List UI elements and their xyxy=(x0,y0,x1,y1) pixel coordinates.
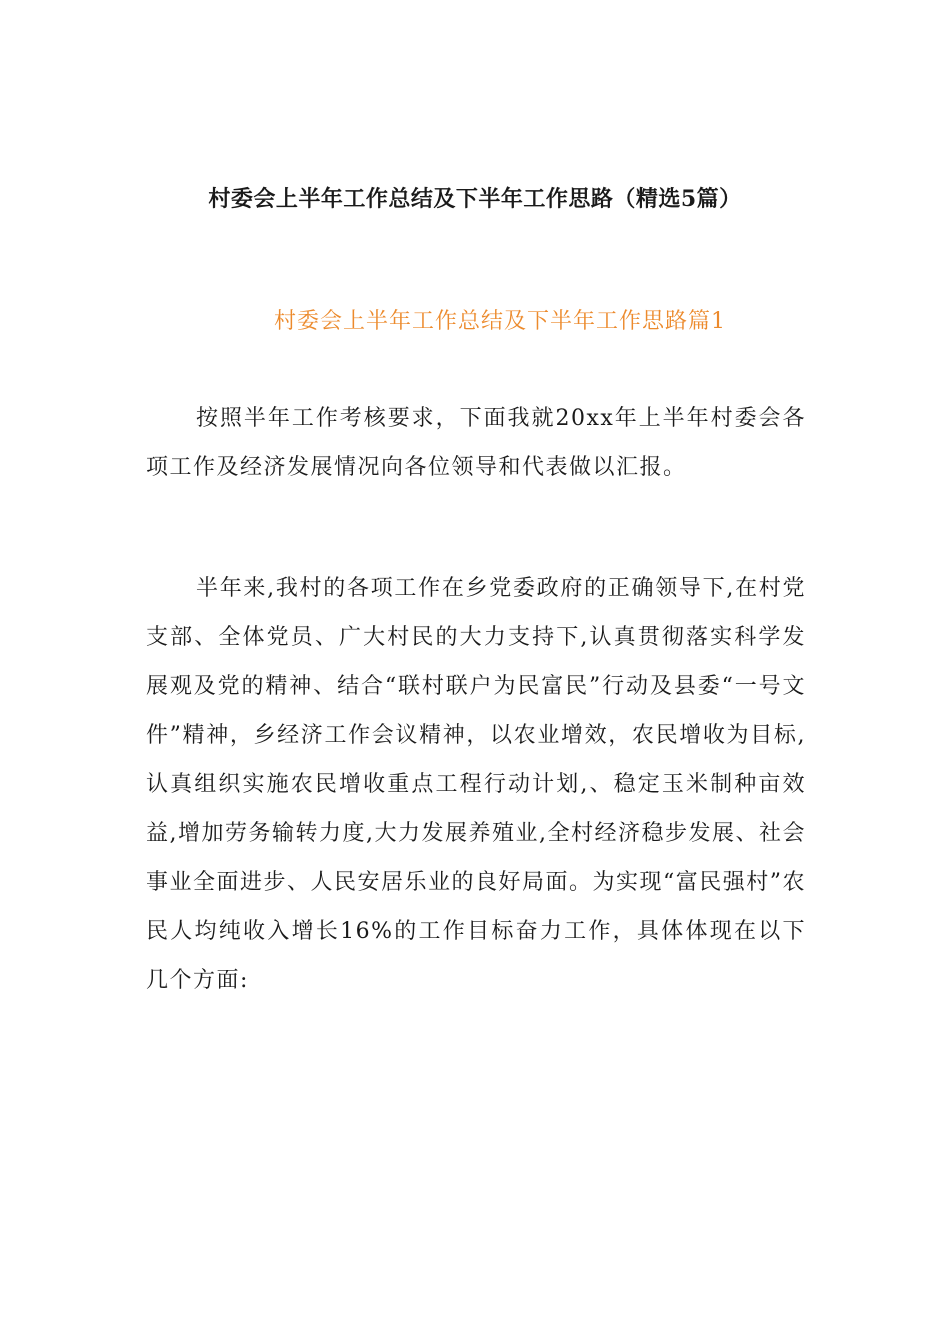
paragraph-intro: 按照半年工作考核要求，下面我就20xx年上半年村委会各项工作及经济发展情况向各位领导和代表做以汇报。 xyxy=(146,406,806,480)
section-heading: 村委会上半年工作总结及下半年工作思路篇1 xyxy=(274,309,726,334)
paragraph-summary: 半年来,我村的各项工作在乡党委政府的正确领导下,在村党支部、全体党员、广大村民的大力支持下,认真贯彻落实科学发展观及党的精神、结合“联村联户为民富民”行动及县委“一号文件”精神，乡经济工作会议精神，以农业增效，农民增收为目标,认真组织实施农民增收重点工程行动计划,、稳定玉米制种亩效益,增加劳务输转力度,大力发展养殖业,全村经济稳步发展、社会事业全面进步、人民安居乐业的良好局面。为实现“富民强村”农民人均纯收入增长16%的工作目标奋力工作，具体体现在以下几个方面: xyxy=(146,576,806,993)
document-title: 村委会上半年工作总结及下半年工作思路（精选5篇） xyxy=(208,186,742,212)
